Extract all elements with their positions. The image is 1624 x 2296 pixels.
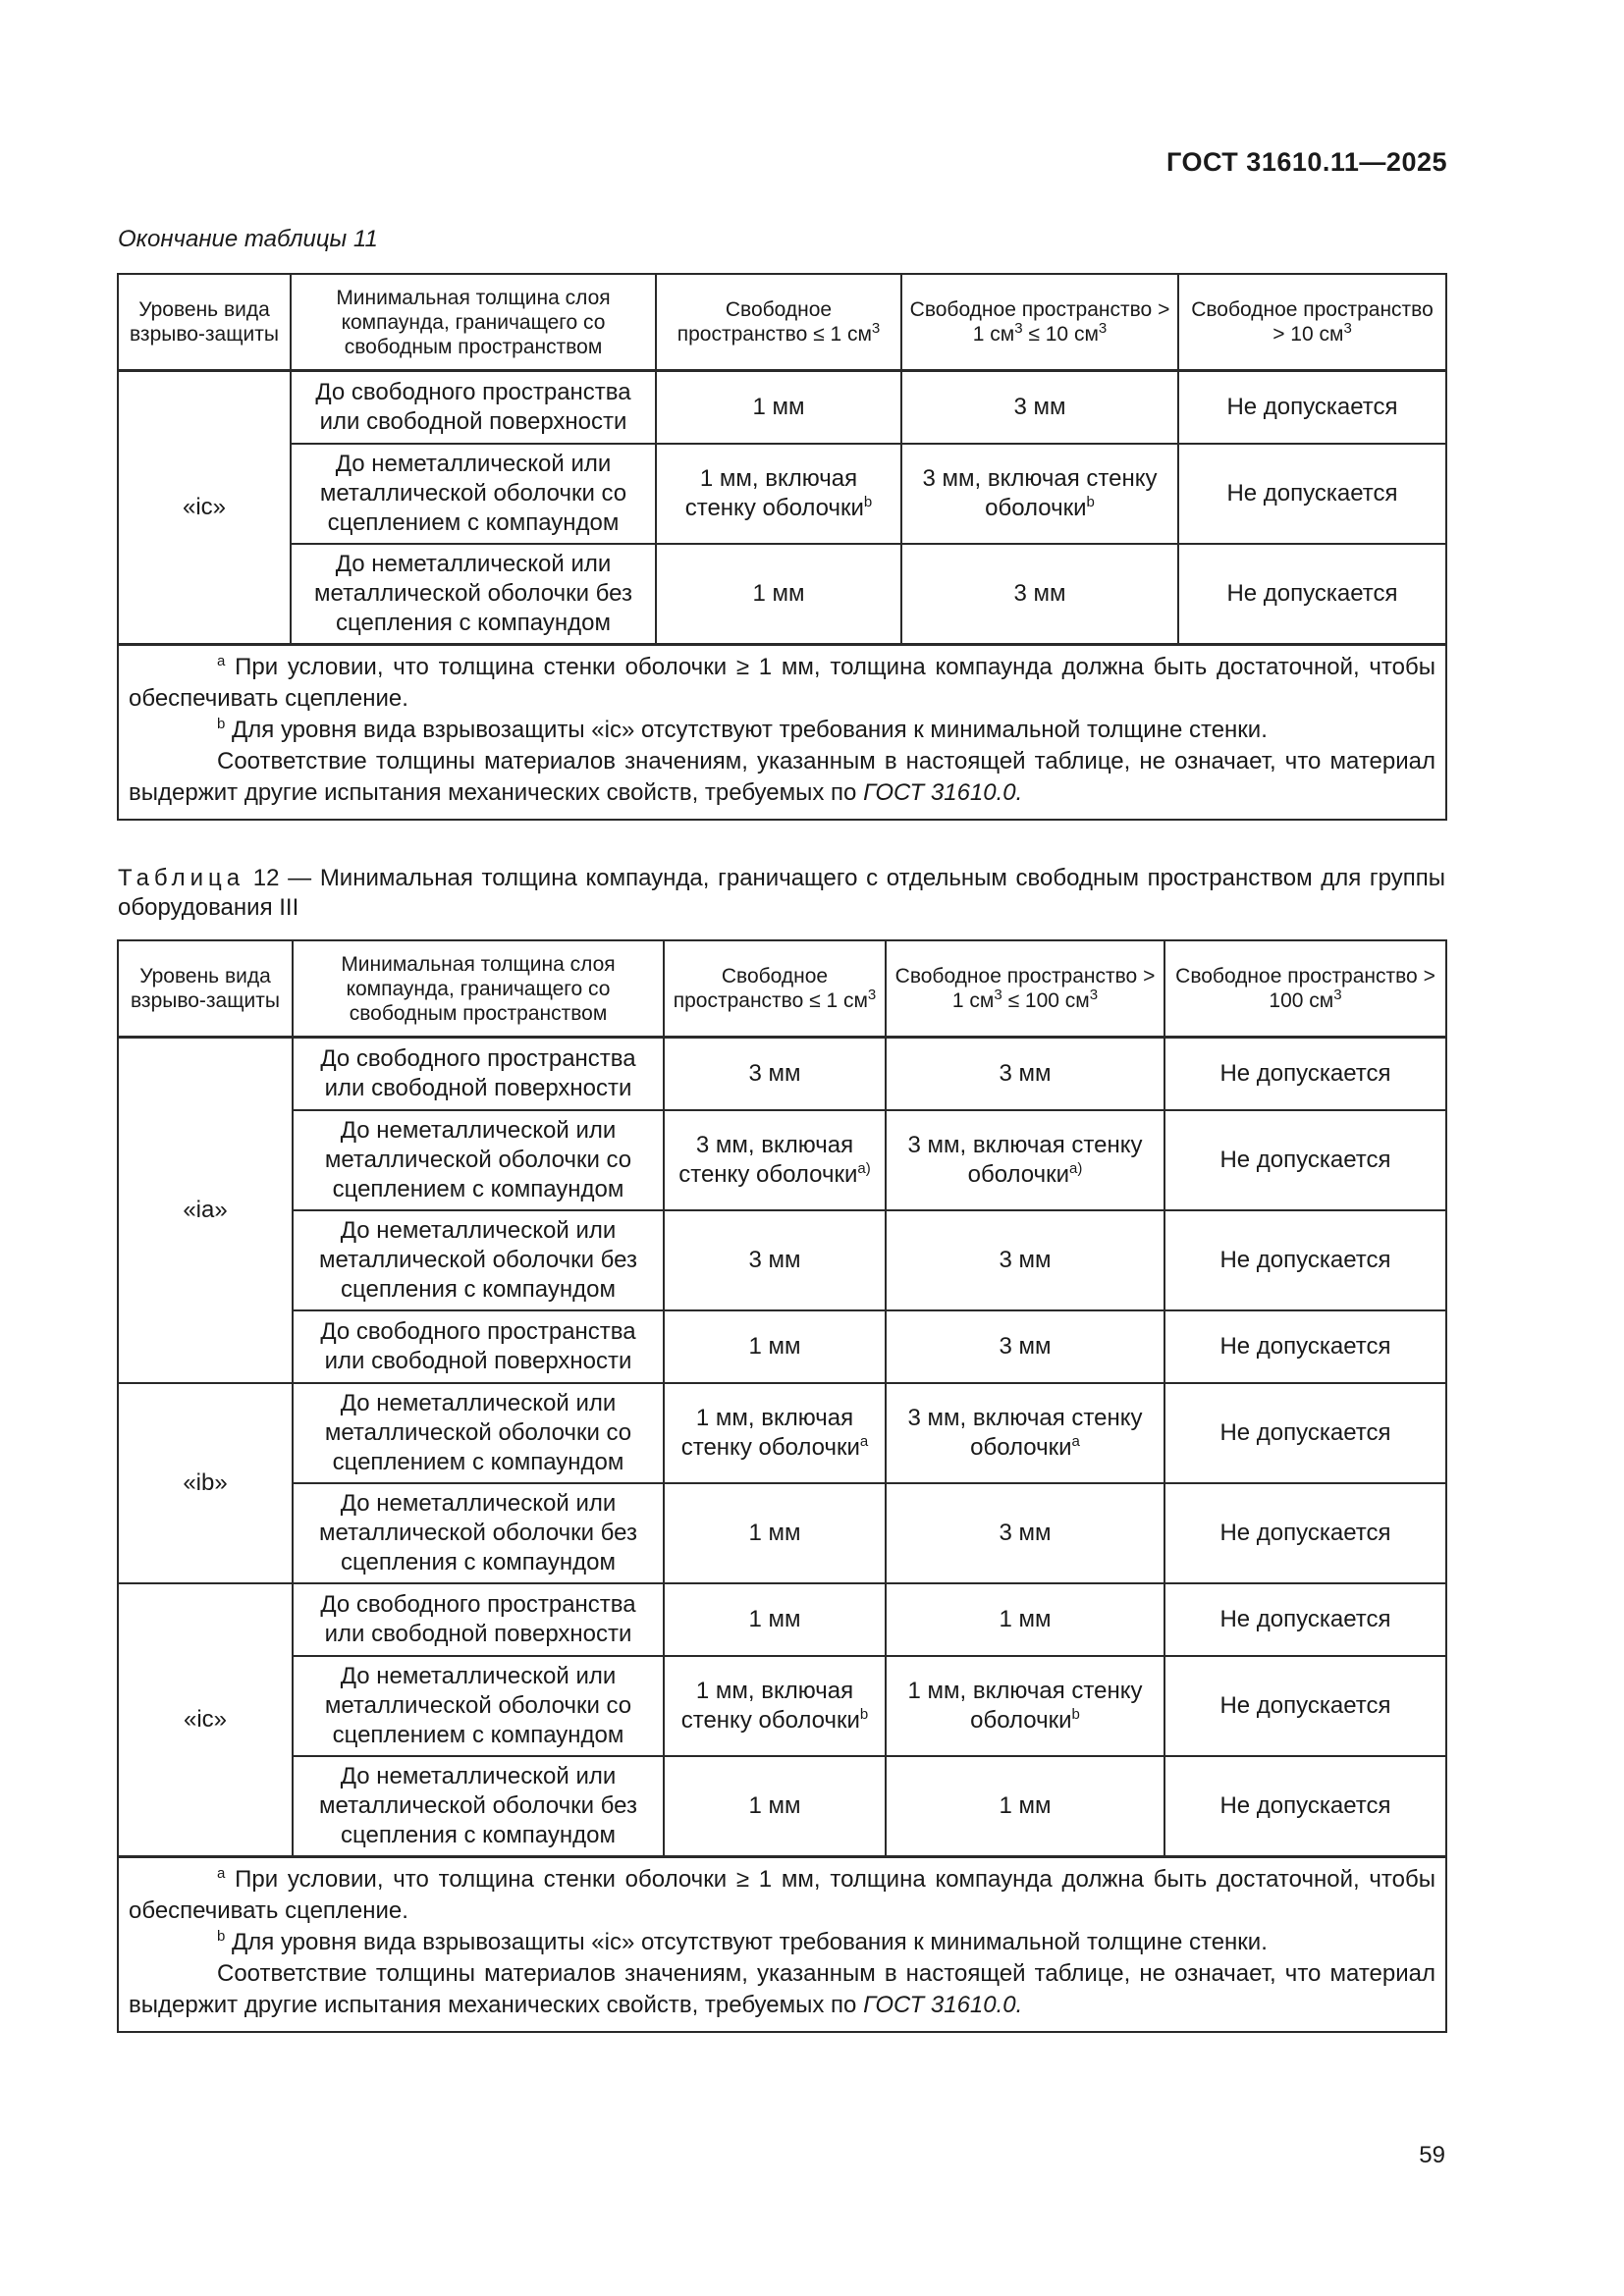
table-cell: 3 мм: [901, 371, 1178, 445]
table-row: [118, 1038, 1446, 1111]
table-row: [118, 1583, 1446, 1656]
table-row: [118, 1756, 1446, 1857]
footnote-a: $^a$ При условии, что толщина стенки оболочки ≥ 1 мм, толщина компаунда должна быть достаточной, чтобы обеспечивать сцепление.: [129, 653, 1435, 712]
table-cell: До неметаллической или металлической оболочки без сцепления с компаундом: [293, 1756, 664, 1857]
table-row: [118, 371, 1446, 445]
table-notes: [118, 1857, 1446, 2033]
table-cell: Не допускается: [1178, 544, 1446, 645]
table-cell: Не допускается: [1164, 1310, 1446, 1383]
table-cell: До свободного пространства или свободной поверхности: [293, 1038, 664, 1111]
table-row: [118, 544, 1446, 645]
table-cell: 3 мм: [901, 544, 1178, 645]
table-cell: 1 мм: [656, 544, 901, 645]
col-header: Минимальная толщина слоя компаунда, граничащего со свободным пространством: [291, 274, 656, 371]
footnote-a: $^a$ При условии, что толщина стенки оболочки ≥ 1 мм, толщина компаунда должна быть достаточной, чтобы обеспечивать сцепление.: [129, 1865, 1435, 1924]
document-id: ГОСТ 31610.11—2025: [1166, 147, 1447, 177]
table-cell: До свободного пространства или свободной поверхности: [293, 1310, 664, 1383]
col-header: Свободное пространство > 1 $см^3 \le 100$ $см^3$: [886, 940, 1164, 1038]
table-cell: 1 мм: [664, 1583, 886, 1656]
table-cell: Не допускается: [1164, 1483, 1446, 1583]
table-cell: 3 мм: [886, 1210, 1164, 1310]
table-cell: Не допускается: [1164, 1110, 1446, 1210]
note-text: Соответствие толщины материалов значениям, указанным в настоящей таблице, не означает, что материал выдержит другие испытания механических свойств, требуемых по ГОСТ 31610.0.: [129, 748, 1435, 806]
table-cell: До неметаллической или металлической оболочки без сцепления с компаундом: [293, 1483, 664, 1583]
table-12-caption: Таблица 12 — Минимальная толщина компаунда, граничащего с отдельным свободным пространством для группы оборудования III: [118, 865, 1445, 921]
table-cell: 1 мм: [664, 1756, 886, 1857]
footnote-b: $^b$ Для уровня вида взрывозащиты «ic» отсутствуют требования к минимальной толщине стенки.: [217, 1928, 1268, 1955]
table-cell: 1 мм: [664, 1310, 886, 1383]
table-cell: Не допускается: [1164, 1038, 1446, 1111]
protection-level: «ic»: [118, 1583, 293, 1857]
table-cell: До неметаллической или металлической оболочки без сцепления с компаундом: [291, 544, 656, 645]
table-cell: 3 мм: [886, 1483, 1164, 1583]
table-cell: 1 мм, включая стенку оболочки$^b$: [664, 1656, 886, 1756]
table-cell: До свободного пространства или свободной поверхности: [291, 371, 656, 445]
page-number: 59: [1419, 2142, 1445, 2168]
table-cell: Не допускается: [1164, 1583, 1446, 1656]
table-cell: До неметаллической или металлической оболочки со сцеплением с компаундом: [293, 1383, 664, 1483]
table-cell: 3 мм: [664, 1210, 886, 1310]
note-text: Соответствие толщины материалов значениям, указанным в настоящей таблице, не означает, что материал выдержит другие испытания механических свойств, требуемых по ГОСТ 31610.0.: [129, 1960, 1435, 2018]
table-cell: Не допускается: [1164, 1383, 1446, 1483]
table-cell: 1 мм: [664, 1483, 886, 1583]
col-header: Свободное пространство ≤ 1 $см^3$: [664, 940, 886, 1038]
table-row: [118, 1656, 1446, 1756]
table-cell: 3 мм: [886, 1038, 1164, 1111]
table-cell: Не допускается: [1164, 1756, 1446, 1857]
table-notes: [118, 645, 1446, 821]
table-cell: 1 мм, включая стенку оболочки$^b$: [656, 444, 901, 544]
table-cell: 3 мм, включая стенку оболочки$^a$: [886, 1383, 1164, 1483]
col-header: Свободное пространство > 1 $см^3 \le 10$ $см^3$: [901, 274, 1178, 371]
table-cell: До неметаллической или металлической оболочки со сцеплением с компаундом: [293, 1110, 664, 1210]
table-row: [118, 1483, 1446, 1583]
table-header-row: [118, 940, 1446, 1038]
table-cell: 1 мм: [886, 1583, 1164, 1656]
table-cell: Не допускается: [1178, 444, 1446, 544]
table-row: [118, 1110, 1446, 1210]
notes-cell: [118, 1857, 1446, 2033]
table-header-row: [118, 274, 1446, 371]
notes-cell: [118, 645, 1446, 821]
table-row: [118, 444, 1446, 544]
table-cell: 1 мм: [886, 1756, 1164, 1857]
table-cell: Не допускается: [1164, 1210, 1446, 1310]
protection-level: «ib»: [118, 1383, 293, 1583]
table-cell: 1 мм, включая стенку оболочки$^b$: [886, 1656, 1164, 1756]
table-cell: До неметаллической или металлической оболочки со сцеплением с компаундом: [291, 444, 656, 544]
col-header: Минимальная толщина слоя компаунда, граничащего со свободным пространством: [293, 940, 664, 1038]
col-header: Уровень вида взрыво-защиты: [118, 940, 293, 1038]
table-11: [117, 273, 1447, 821]
table-cell: До неметаллической или металлической оболочки без сцепления с компаундом: [293, 1210, 664, 1310]
table-cell: 3 мм: [886, 1310, 1164, 1383]
table-row: [118, 1310, 1446, 1383]
table-cell: 3 мм: [664, 1038, 886, 1111]
table-row: [118, 1383, 1446, 1483]
table-cell: До свободного пространства или свободной поверхности: [293, 1583, 664, 1656]
col-header: Свободное пространство > 10 $см^3$: [1178, 274, 1446, 371]
col-header: Свободное пространство > 100 $см^3$: [1164, 940, 1446, 1038]
table-cell: 3 мм, включая стенку оболочки$^{a)}$: [886, 1110, 1164, 1210]
table-cell: 3 мм, включая стенку оболочки$^{a)}$: [664, 1110, 886, 1210]
table-12: [117, 939, 1447, 2033]
table-cell: 1 мм, включая стенку оболочки$^a$: [664, 1383, 886, 1483]
col-header: Уровень вида взрыво-защиты: [118, 274, 291, 371]
table-cell: Не допускается: [1178, 371, 1446, 445]
protection-level: «ic»: [118, 371, 291, 645]
table-continuation-label: Окончание таблицы 11: [118, 226, 378, 252]
col-header: Свободное пространство ≤ 1 $см^3$: [656, 274, 901, 371]
table-cell: До неметаллической или металлической оболочки со сцеплением с компаундом: [293, 1656, 664, 1756]
footnote-b: $^b$ Для уровня вида взрывозащиты «ic» отсутствуют требования к минимальной толщине стенки.: [217, 716, 1268, 743]
table-cell: 1 мм: [656, 371, 901, 445]
table-row: [118, 1210, 1446, 1310]
table-cell: 3 мм, включая стенку оболочки$^b$: [901, 444, 1178, 544]
protection-level: «ia»: [118, 1038, 293, 1384]
table-cell: Не допускается: [1164, 1656, 1446, 1756]
